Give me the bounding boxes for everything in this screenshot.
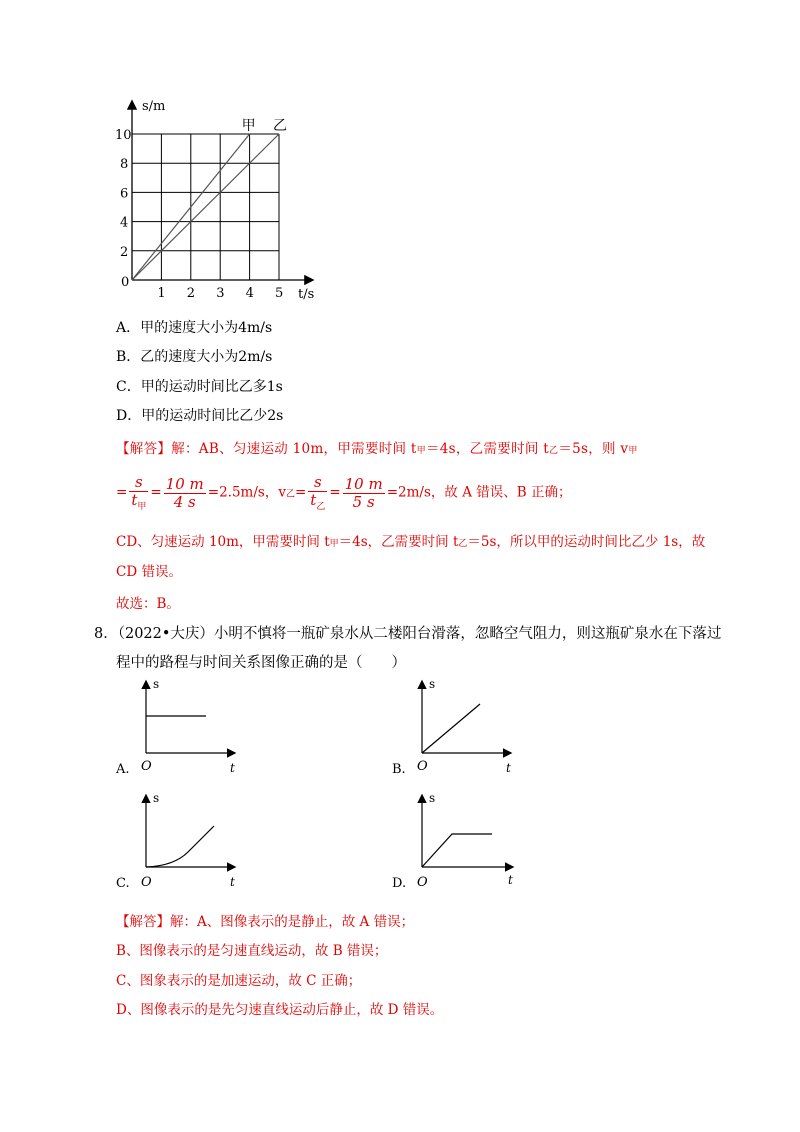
y-tick-label: 8: [120, 157, 129, 173]
graph-d-t: t: [508, 873, 513, 887]
y-tick-label: 4: [120, 215, 129, 231]
graph-a-s: s: [153, 677, 160, 691]
fraction-s-over-t-jia: $\frac{s}{t_甲}$: [131, 473, 147, 512]
option-c: C．甲的运动时间比乙多1s: [116, 379, 283, 395]
y-tick-label: 2: [120, 244, 129, 260]
option-d: D．甲的运动时间比乙少2s: [116, 408, 284, 424]
series-label-甲: 甲: [241, 118, 256, 134]
x-axis-label: t/s: [298, 287, 315, 302]
answer-q7-equation: = $\frac{s}{t_甲}$ = $\frac{10 m}{4 s}$ =2.5m/s，v乙= $\frac{s}{t_乙}$ = $\frac{10 m}{5 s}$ =2m/s，故 A 错误、B 正确；: [116, 473, 572, 512]
y-tick-label: 10: [115, 128, 132, 143]
x-tick-label: 2: [186, 286, 196, 301]
fraction-s-over-t-yi: $\frac{s}{t_乙}$: [310, 473, 326, 512]
answer-q8-line2: B、图像表示的是匀速直线运动，故 B 错误；: [116, 943, 388, 959]
graph-b-s: s: [429, 677, 436, 691]
origin-label: 0: [121, 275, 130, 290]
fraction-10m-over-4s: $\frac{10 m}{4 s}$: [165, 475, 204, 511]
answer-q7-cd-line2: CD 错误。: [116, 564, 182, 580]
y-tick-label: 6: [120, 186, 129, 202]
graph-a-label: A.: [116, 762, 130, 777]
answer-q7-line1: 【解答】解：AB、匀速运动 10m，甲需要时间 t甲＝4s，乙需要时间 t乙＝5s，则 v甲: [116, 441, 638, 457]
graph-b: [392, 676, 522, 781]
graph-c-s: s: [153, 791, 160, 805]
series-label-乙: 乙: [273, 118, 287, 134]
answer-q8-line4: D、图像表示的是先匀速直线运动后静止，故 D 错误。: [116, 1002, 444, 1018]
fraction-10m-over-5s: $\frac{10 m}{5 s}$: [344, 475, 383, 511]
graph-d-s: s: [429, 791, 436, 805]
graph-d-label: D.: [392, 876, 407, 891]
graph-a: [116, 676, 246, 781]
question-8-line1: 8．（2022•大庆）小明不慎将一瓶矿泉水从二楼阳台滑落，忽略空气阻力，则这瓶矿泉水在下落过: [94, 626, 722, 642]
y-axis-label: s/m: [142, 99, 166, 114]
graph-c-origin: O: [141, 875, 152, 890]
x-tick-label: 4: [245, 286, 254, 301]
answer-q7-cd-line1: CD、匀速运动 10m，甲需要时间 t甲＝4s，乙需要时间 t乙＝5s，所以甲的运动时间比乙少 1s，故: [116, 534, 706, 550]
x-tick-label: 3: [216, 286, 225, 301]
graph-c-label: C.: [116, 876, 130, 891]
option-a: A．甲的速度大小为4m/s: [116, 320, 273, 336]
option-b: B．乙的速度大小为2m/s: [116, 349, 273, 365]
answer-q8-line3: C、图象表示的是加速运动，故 C 正确；: [116, 973, 362, 989]
graph-b-origin: O: [417, 759, 428, 774]
question-8-line2: 程中的路程与时间关系图像正确的是（ ）: [116, 655, 406, 671]
graph-c: [116, 790, 246, 895]
series-line-乙: [132, 134, 279, 280]
graph-a-t: t: [230, 761, 235, 775]
answer-q8-line1: 【解答】解：A、图像表示的是静止，故 A 错误；: [116, 914, 415, 930]
st-graph: [112, 96, 332, 306]
graph-b-t: t: [506, 761, 511, 775]
graph-d: [392, 790, 522, 895]
graph-b-label: B.: [392, 762, 406, 777]
x-tick-label: 1: [157, 286, 166, 301]
graph-a-origin: O: [141, 759, 152, 774]
graph-c-t: t: [230, 875, 235, 889]
answer-q7-choice: 故选：B。: [116, 596, 180, 612]
x-tick-label: 5: [275, 286, 284, 301]
graph-d-origin: O: [417, 875, 428, 890]
